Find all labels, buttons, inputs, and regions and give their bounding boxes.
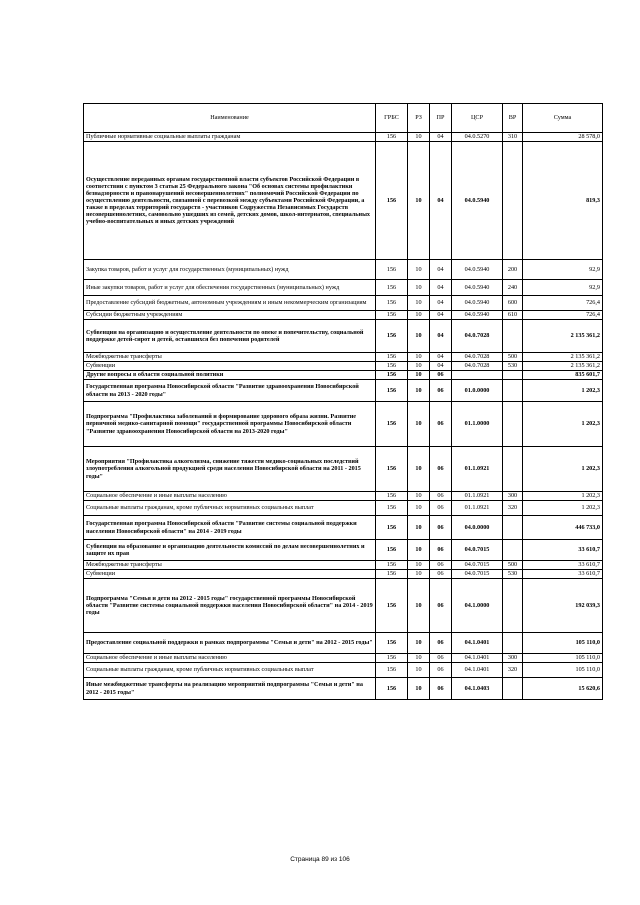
cell-grbs: 156 [376, 516, 408, 540]
cell-csr: 04.0.0000 [452, 516, 503, 540]
table-row [84, 492, 603, 501]
cell-pr: 04 [430, 142, 452, 260]
cell-vr [503, 142, 523, 260]
table-row [84, 663, 603, 678]
cell-csr: 04.0.7015 [452, 561, 503, 570]
cell-sum: 192 039,3 [523, 579, 603, 633]
cell-csr [452, 371, 503, 380]
cell-csr: 04.0.7015 [452, 570, 503, 579]
cell-name: Социальные выплаты гражданам, кроме публичных нормативных социальных выплат [84, 663, 376, 678]
table-header-row [84, 104, 603, 133]
header-name: Наименование [84, 104, 376, 133]
cell-name: Иные межбюджетные трансферты на реализацию мероприятий подпрограммы "Семья и дети" на 2012 - 2015 годы" [84, 678, 376, 700]
table-row [84, 320, 603, 353]
cell-vr [503, 579, 523, 633]
cell-csr: 01.1.0921 [452, 492, 503, 501]
cell-rz: 10 [408, 311, 430, 320]
cell-name: Иные закупки товаров, работ и услуг для обеспечения государственных (муниципальных) нужд [84, 280, 376, 296]
cell-vr: 310 [503, 133, 523, 142]
cell-sum: 726,4 [523, 296, 603, 311]
cell-sum: 1 202,3 [523, 380, 603, 402]
cell-name: Субвенции [84, 362, 376, 371]
cell-name: Субвенции [84, 570, 376, 579]
cell-sum: 92,9 [523, 280, 603, 296]
cell-csr: 04.0.5940 [452, 311, 503, 320]
cell-vr: 530 [503, 570, 523, 579]
cell-pr: 04 [430, 362, 452, 371]
cell-pr: 04 [430, 260, 452, 280]
table-row [84, 362, 603, 371]
cell-csr: 01.0.0000 [452, 380, 503, 402]
cell-grbs: 156 [376, 296, 408, 311]
table-row [84, 678, 603, 700]
table-row [84, 402, 603, 447]
cell-rz: 10 [408, 296, 430, 311]
cell-sum: 835 601,7 [523, 371, 603, 380]
cell-name: Социальное обеспечение и иные выплаты населению [84, 654, 376, 663]
cell-rz: 10 [408, 320, 430, 353]
cell-vr: 500 [503, 353, 523, 362]
cell-rz: 10 [408, 402, 430, 447]
cell-pr: 06 [430, 516, 452, 540]
table-row [84, 142, 603, 260]
table-row [84, 501, 603, 516]
cell-csr: 04.0.5940 [452, 142, 503, 260]
cell-vr [503, 371, 523, 380]
cell-pr: 06 [430, 663, 452, 678]
cell-csr: 04.0.7015 [452, 540, 503, 561]
cell-grbs: 156 [376, 133, 408, 142]
cell-grbs: 156 [376, 353, 408, 362]
cell-vr [503, 540, 523, 561]
cell-rz: 10 [408, 579, 430, 633]
cell-vr [503, 402, 523, 447]
table-row [84, 654, 603, 663]
table-row [84, 280, 603, 296]
cell-rz: 10 [408, 663, 430, 678]
cell-grbs: 156 [376, 678, 408, 700]
cell-pr: 04 [430, 280, 452, 296]
cell-pr: 06 [430, 654, 452, 663]
cell-rz: 10 [408, 678, 430, 700]
cell-grbs: 156 [376, 501, 408, 516]
cell-grbs: 156 [376, 579, 408, 633]
cell-name: Субвенции на организацию и осуществление деятельности по опеке и попечительству, социальной поддержке детей-сирот и детей, оставшихся без попечения родителей [84, 320, 376, 353]
header-rz: РЗ [408, 104, 430, 133]
cell-sum: 2 135 361,2 [523, 320, 603, 353]
cell-grbs: 156 [376, 311, 408, 320]
cell-csr: 04.0.5940 [452, 280, 503, 296]
cell-name: Государственная программа Новосибирской области "Развитие здравоохранения Новосибирской области на 2013 - 2020 годы" [84, 380, 376, 402]
cell-grbs: 156 [376, 402, 408, 447]
cell-vr [503, 633, 523, 654]
cell-rz: 10 [408, 561, 430, 570]
cell-vr: 200 [503, 260, 523, 280]
table-row [84, 371, 603, 380]
cell-rz: 10 [408, 570, 430, 579]
cell-rz: 10 [408, 447, 430, 492]
cell-grbs: 156 [376, 570, 408, 579]
cell-rz: 10 [408, 501, 430, 516]
cell-rz: 10 [408, 142, 430, 260]
cell-pr: 06 [430, 678, 452, 700]
page-number: Страница 89 из 106 [290, 856, 350, 863]
cell-sum: 1 202,3 [523, 447, 603, 492]
cell-name: Публичные нормативные социальные выплаты гражданам [84, 133, 376, 142]
cell-csr: 04.1.0403 [452, 678, 503, 700]
table-row [84, 260, 603, 280]
table-row [84, 633, 603, 654]
header-vr: ВР [503, 104, 523, 133]
cell-pr: 06 [430, 579, 452, 633]
cell-sum: 33 610,7 [523, 570, 603, 579]
cell-grbs: 156 [376, 362, 408, 371]
cell-rz: 10 [408, 371, 430, 380]
cell-pr: 06 [430, 380, 452, 402]
cell-sum: 105 110,0 [523, 654, 603, 663]
table-row [84, 540, 603, 561]
cell-grbs: 156 [376, 142, 408, 260]
cell-sum: 1 202,3 [523, 492, 603, 501]
table-row [84, 311, 603, 320]
header-pr: ПР [430, 104, 452, 133]
table-row [84, 353, 603, 362]
cell-grbs: 156 [376, 371, 408, 380]
table-row [84, 579, 603, 633]
cell-rz: 10 [408, 633, 430, 654]
cell-vr [503, 678, 523, 700]
budget-table [83, 103, 603, 700]
cell-pr: 06 [430, 540, 452, 561]
cell-pr: 04 [430, 320, 452, 353]
cell-vr: 610 [503, 311, 523, 320]
cell-csr: 04.0.7028 [452, 320, 503, 353]
cell-pr: 06 [430, 501, 452, 516]
cell-vr [503, 380, 523, 402]
table-row [84, 447, 603, 492]
cell-vr [503, 516, 523, 540]
cell-csr: 01.1.0921 [452, 447, 503, 492]
cell-sum: 2 135 361,2 [523, 353, 603, 362]
cell-vr: 300 [503, 654, 523, 663]
cell-vr [503, 320, 523, 353]
cell-rz: 10 [408, 654, 430, 663]
cell-pr: 06 [430, 492, 452, 501]
cell-sum: 105 110,0 [523, 633, 603, 654]
header-grbs: ГРБС [376, 104, 408, 133]
table-row [84, 561, 603, 570]
cell-name: Другие вопросы в области социальной политики [84, 371, 376, 380]
table-row [84, 570, 603, 579]
cell-name: Осуществление переданных органам государственной власти субъектов Российской Федерации в соответствии с пунктом 3 статьи 25 Федерального закона "Об основах системы профилактики безнадзорности и правонарушений несовершеннолетних" полномочий Российской Федерации по осуществлению деятельности, связанной с перевозкой между субъектами Российской Федерации, а также в пределах территорий государств - участников Содружества Независимых Государств несовершеннолетних, самовольно ушедших из семей, детских домов, школ-интернатов, специальных учебно-воспитательных и иных детских учреждений [84, 142, 376, 260]
cell-vr: 600 [503, 296, 523, 311]
cell-rz: 10 [408, 280, 430, 296]
table-body [84, 133, 603, 700]
table-row [84, 380, 603, 402]
cell-sum: 15 620,6 [523, 678, 603, 700]
cell-name: Межбюджетные трансферты [84, 561, 376, 570]
table-row [84, 133, 603, 142]
table-row [84, 516, 603, 540]
cell-grbs: 156 [376, 447, 408, 492]
cell-csr: 04.1.0401 [452, 654, 503, 663]
cell-csr: 04.0.5940 [452, 260, 503, 280]
cell-vr: 320 [503, 501, 523, 516]
cell-pr: 04 [430, 353, 452, 362]
cell-sum: 33 610,7 [523, 561, 603, 570]
cell-name: Предоставление субсидий бюджетным, автономным учреждениям и иным некоммерческим организациям [84, 296, 376, 311]
cell-csr: 04.1.0401 [452, 633, 503, 654]
cell-sum: 2 135 361,2 [523, 362, 603, 371]
cell-name: Социальное обеспечение и иные выплаты населению [84, 492, 376, 501]
cell-vr: 240 [503, 280, 523, 296]
cell-sum: 1 202,3 [523, 402, 603, 447]
cell-sum: 28 578,0 [523, 133, 603, 142]
cell-csr: 04.0.5940 [452, 296, 503, 311]
cell-vr: 500 [503, 561, 523, 570]
cell-pr: 06 [430, 402, 452, 447]
cell-rz: 10 [408, 353, 430, 362]
cell-csr: 01.1.0921 [452, 501, 503, 516]
cell-grbs: 156 [376, 663, 408, 678]
table-row [84, 296, 603, 311]
cell-sum: 105 110,0 [523, 663, 603, 678]
cell-pr: 06 [430, 570, 452, 579]
cell-name: Социальные выплаты гражданам, кроме публичных нормативных социальных выплат [84, 501, 376, 516]
cell-name: Межбюджетные трансферты [84, 353, 376, 362]
cell-rz: 10 [408, 540, 430, 561]
cell-sum: 92,9 [523, 260, 603, 280]
cell-vr: 530 [503, 362, 523, 371]
cell-csr: 04.1.0401 [452, 663, 503, 678]
cell-name: Мероприятия "Профилактика алкоголизма, снижение тяжести медико-социальных последствий злоупотребления алкогольной продукцией среди населения Новосибирской области на 2011 - 2015 годы" [84, 447, 376, 492]
cell-vr [503, 447, 523, 492]
cell-sum: 819,3 [523, 142, 603, 260]
cell-name: Подпрограмма "Профилактика заболеваний и формирование здорового образа жизни. Развитие первичной медико-санитарной помощи" государственной программы Новосибирской области "Развитие здравоохранения Новосибирской области на 2013-2020 годы" [84, 402, 376, 447]
cell-vr: 300 [503, 492, 523, 501]
header-sum: Сумма [523, 104, 603, 133]
cell-name: Субвенции на образование и организацию деятельности комиссий по делам несовершеннолетних и защите их прав [84, 540, 376, 561]
cell-rz: 10 [408, 492, 430, 501]
cell-grbs: 156 [376, 260, 408, 280]
cell-grbs: 156 [376, 654, 408, 663]
cell-sum: 446 733,0 [523, 516, 603, 540]
cell-csr: 04.0.5270 [452, 133, 503, 142]
cell-rz: 10 [408, 362, 430, 371]
cell-name: Подпрограмма "Семья и дети на 2012 - 2015 годы" государственной программы Новосибирской области "Развитие системы социальной поддержки населения Новосибирской области" на 2014 - 2019 годы [84, 579, 376, 633]
cell-grbs: 156 [376, 380, 408, 402]
cell-pr: 06 [430, 447, 452, 492]
cell-name: Субсидии бюджетным учреждениям [84, 311, 376, 320]
cell-grbs: 156 [376, 320, 408, 353]
cell-csr: 04.0.7028 [452, 353, 503, 362]
cell-pr: 04 [430, 311, 452, 320]
cell-grbs: 156 [376, 633, 408, 654]
cell-pr: 04 [430, 296, 452, 311]
cell-rz: 10 [408, 516, 430, 540]
cell-rz: 10 [408, 260, 430, 280]
cell-rz: 10 [408, 380, 430, 402]
cell-sum: 726,4 [523, 311, 603, 320]
cell-csr: 04.1.0000 [452, 579, 503, 633]
cell-rz: 10 [408, 133, 430, 142]
cell-name: Государственная программа Новосибирской области "Развитие системы социальной поддержки населения Новосибирской области" на 2014 - 2019 годы [84, 516, 376, 540]
cell-grbs: 156 [376, 561, 408, 570]
cell-grbs: 156 [376, 492, 408, 501]
cell-pr: 06 [430, 633, 452, 654]
cell-grbs: 156 [376, 280, 408, 296]
cell-sum: 33 610,7 [523, 540, 603, 561]
cell-pr: 06 [430, 371, 452, 380]
cell-sum: 1 202,3 [523, 501, 603, 516]
cell-pr: 04 [430, 133, 452, 142]
cell-grbs: 156 [376, 540, 408, 561]
cell-name: Предоставление социальной поддержки в рамках подпрограммы "Семья и дети" на 2012 - 2015 годы" [84, 633, 376, 654]
cell-csr: 04.0.7028 [452, 362, 503, 371]
cell-name: Закупка товаров, работ и услуг для государственных (муниципальных) нужд [84, 260, 376, 280]
cell-csr: 01.1.0000 [452, 402, 503, 447]
cell-vr: 320 [503, 663, 523, 678]
cell-pr: 06 [430, 561, 452, 570]
header-csr: ЦСР [452, 104, 503, 133]
